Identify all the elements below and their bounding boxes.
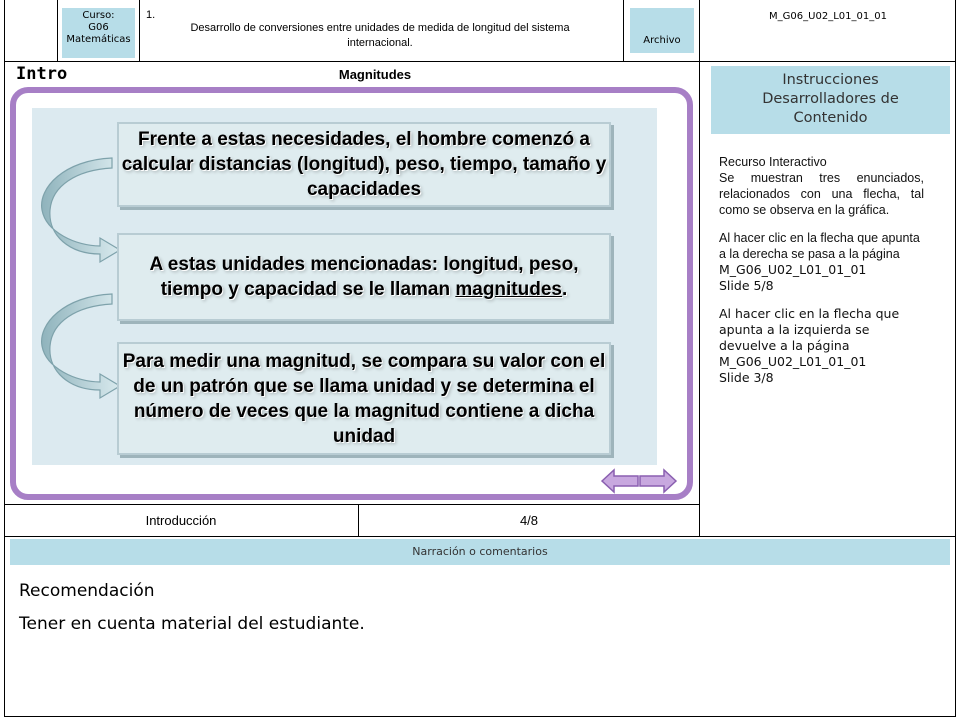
course-label: Curso: — [82, 10, 115, 21]
next-arrow-button[interactable] — [638, 468, 678, 494]
next-arrow-instruction: Al hacer clic en la flecha que apunta a la derecha se pasa a la página — [719, 231, 920, 261]
narration-top-line — [4, 536, 956, 537]
left-arrow-icon — [602, 470, 638, 492]
statement-card-3-text: Para medir una magnitud, se compara su valor con el de un patrón que se llama unidad y se determina el número de veces que la magnitud contiene a dicha unidad — [122, 350, 606, 447]
instructions-title-line-3: Contenido — [793, 110, 868, 126]
doc-code: M_G06_U02_L01_01_01 — [769, 11, 887, 22]
curved-arrow-2 — [42, 294, 120, 398]
lesson-title: Desarrollo de conversiones entre unidades de medida de longitud del sistema internacional. — [190, 22, 570, 49]
statement-card-3 — [117, 342, 611, 455]
slide-heading: Magnitudes — [338, 67, 412, 82]
recommendation-text: Tener en cuenta material del estudiante. — [19, 614, 365, 634]
instructions-title — [711, 66, 950, 134]
prev-arrow-instruction: Al hacer clic en la flecha que apunta a la izquierda se devuelve a la página — [719, 306, 900, 353]
narration-label: Narración o comentarios — [10, 539, 950, 565]
course-code: G06 — [88, 22, 109, 33]
statement-card-2 — [117, 233, 611, 321]
header-bottom-line — [4, 61, 956, 62]
section-title: Intro — [16, 64, 68, 84]
prev-arrow-target-slide: Slide 3/8 — [719, 370, 774, 385]
statement-card-1-text: Frente a estas necesidades, el hombre comenzó a calcular distancias (longitud), peso, tiempo, tamaño y capacidades — [121, 129, 607, 200]
next-arrow-target-slide: Slide 5/8 — [719, 278, 774, 293]
statement-card-1 — [117, 122, 611, 207]
header-divider-1 — [57, 0, 58, 62]
course-box — [62, 8, 135, 58]
statement-card-2-text-after: . — [561, 279, 568, 300]
prev-arrow-target-code: M_G06_U02_L01_01_01 — [719, 354, 867, 369]
header-divider-2 — [139, 0, 140, 62]
course-subject: Matemáticas — [66, 34, 131, 45]
header-divider-3 — [623, 0, 624, 62]
statement-card-2-text-before: A estas unidades mencionadas: longitud, peso, tiempo y capacidad se le llaman — [149, 254, 579, 300]
curved-arrow-1 — [42, 158, 120, 262]
prev-arrow-button[interactable] — [600, 468, 640, 494]
right-arrow-icon — [640, 470, 676, 492]
recommendation-title: Recomendación — [19, 581, 155, 601]
instructions-title-line-1: Instrucciones — [782, 72, 879, 88]
next-arrow-target-code: M_G06_U02_L01_01_01 — [719, 262, 867, 277]
outer-border-left — [4, 0, 5, 717]
instructions-title-line-2: Desarrolladores de — [762, 91, 899, 107]
resource-description: Se muestran tres enunciados, relacionados con una flecha, tal como se observa en la gráfica. — [719, 171, 924, 217]
outer-border-right — [955, 0, 956, 717]
statement-card-2-text — [119, 252, 609, 302]
footer-page-number: 4/8 — [519, 513, 539, 528]
instructions-body — [719, 154, 924, 386]
magnitudes-link[interactable]: magnitudes — [455, 279, 562, 300]
lesson-number: 1. — [146, 9, 156, 21]
footer-section-name: Introducción — [145, 513, 217, 528]
file-box[interactable] — [630, 8, 694, 53]
resource-type: Recurso Interactivo — [719, 155, 827, 169]
header-divider-4 — [699, 0, 700, 537]
file-label: Archivo — [643, 35, 681, 46]
outer-border-bottom — [4, 716, 956, 717]
